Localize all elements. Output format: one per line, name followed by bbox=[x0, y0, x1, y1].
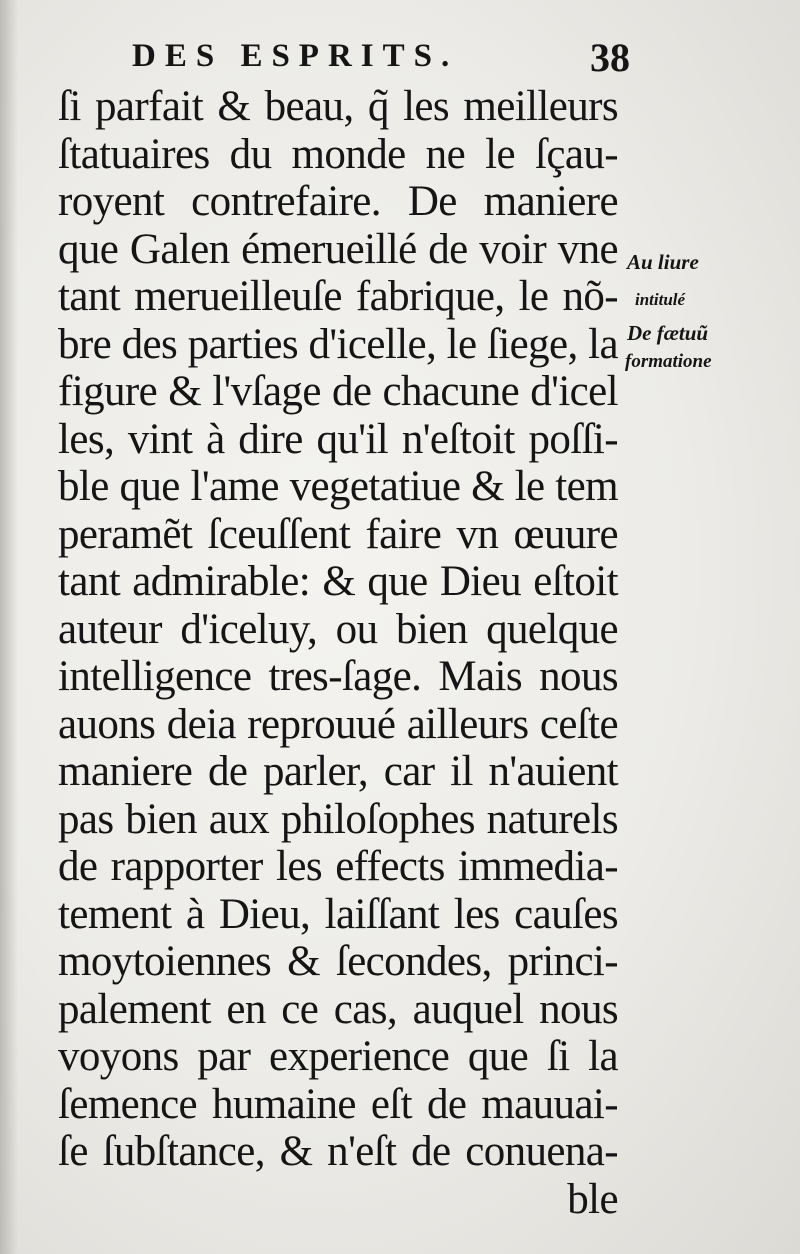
margin-note-line: formatione bbox=[625, 351, 712, 372]
margin-note-line: intitulé bbox=[635, 290, 686, 309]
text-line: les, vint à dire qu'il n'eſtoit poſſi- bbox=[58, 415, 618, 463]
text-line: figure & l'vſage de chacune d'icel bbox=[58, 368, 618, 415]
text-line: moytoiennes & ſecondes, princi- bbox=[58, 938, 618, 985]
margin-note-line: Au liure bbox=[627, 250, 699, 274]
text-line: bre des parties d'icelle, le ſiege, la bbox=[58, 320, 618, 368]
text-line: pas bien aux philoſophes naturels bbox=[58, 795, 618, 843]
page-gutter-shadow bbox=[0, 0, 18, 1254]
text-line: peramẽt ſceuſſent faire vn œuure bbox=[58, 510, 618, 558]
margin-note-line: De fætuũ bbox=[627, 321, 709, 345]
text-line: ſe ſubſtance, & n'eſt de conuena- bbox=[58, 1128, 618, 1175]
running-head: DES ESPRITS. bbox=[132, 38, 459, 74]
text-line: ſtatuaires du monde ne le ſçau- bbox=[58, 130, 618, 178]
page-header bbox=[60, 34, 630, 84]
margin-note bbox=[625, 243, 765, 377]
text-line: voyons par experience que ſi la bbox=[58, 1033, 618, 1080]
text-line: ble que l'ame vegetatiue & le tem bbox=[58, 463, 618, 510]
text-line: maniere de parler, car il n'auient bbox=[58, 748, 618, 795]
page-number: 38 bbox=[590, 35, 630, 80]
text-line: auons deia reprouué ailleurs ceſte bbox=[58, 700, 618, 748]
body-text bbox=[58, 83, 618, 1223]
text-line: de rapporter les effects immedia- bbox=[58, 843, 618, 890]
text-line: ſemence humaine eſt de mauuai- bbox=[58, 1080, 618, 1128]
text-line: que Galen émerueillé de voir vne bbox=[58, 225, 618, 273]
text-line: ſi parfait & beau, q̃ les meilleurs bbox=[58, 83, 618, 130]
text-line: tant admirable: & que Dieu eſtoit bbox=[58, 558, 618, 605]
text-line: tement à Dieu, laiſſant les cauſes bbox=[58, 890, 618, 938]
text-line: palement en ce cas, auquel nous bbox=[58, 985, 618, 1033]
text-line: intelligence tres-ſage. Mais nous bbox=[58, 653, 618, 700]
text-line: auteur d'iceluy, ou bien quelque bbox=[58, 605, 618, 653]
text-line: tant merueilleuſe fabrique, le nõ- bbox=[58, 273, 618, 320]
catchword: ble bbox=[567, 1175, 618, 1223]
text-line: royent contrefaire. De maniere bbox=[58, 178, 618, 225]
